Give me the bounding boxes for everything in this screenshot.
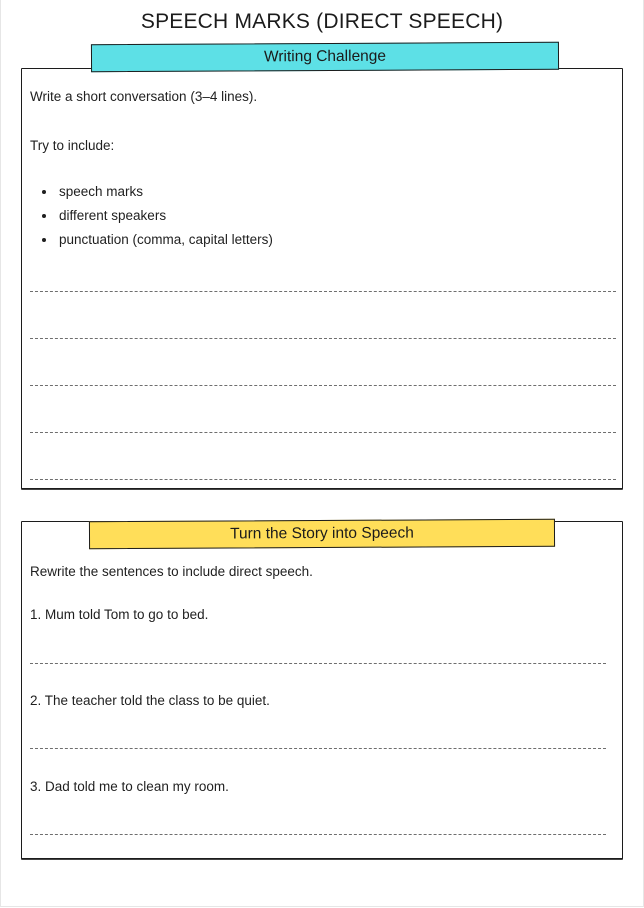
list-item: • speech marks <box>57 180 273 204</box>
story-instruction: Rewrite the sentences to include direct speech. <box>30 564 313 579</box>
story-item: 2. The teacher told the class to be quiet. <box>30 693 270 708</box>
include-list <box>30 180 273 252</box>
page-title: SPEECH MARKS (DIRECT SPEECH) <box>140 10 504 33</box>
answer-line[interactable] <box>30 432 616 433</box>
story-to-speech-heading: Turn the Story into Speech <box>89 519 555 549</box>
writing-instruction: Write a short conversation (3–4 lines). <box>30 89 258 104</box>
answer-line[interactable] <box>30 338 616 339</box>
include-label: Try to include: <box>30 138 115 153</box>
answer-line[interactable] <box>30 385 616 386</box>
list-item: • different speakers <box>57 204 273 228</box>
answer-line[interactable] <box>30 834 606 835</box>
answer-line[interactable] <box>30 291 616 292</box>
list-item: • punctuation (comma, capital letters) <box>57 228 273 252</box>
writing-challenge-box <box>21 68 623 489</box>
answer-line[interactable] <box>30 479 616 480</box>
answer-line[interactable] <box>30 663 606 664</box>
story-item: 3. Dad told me to clean my room. <box>30 779 229 794</box>
story-item: 1. Mum told Tom to go to bed. <box>30 607 209 622</box>
writing-challenge-heading: Writing Challenge <box>91 42 559 72</box>
answer-line[interactable] <box>30 748 606 749</box>
